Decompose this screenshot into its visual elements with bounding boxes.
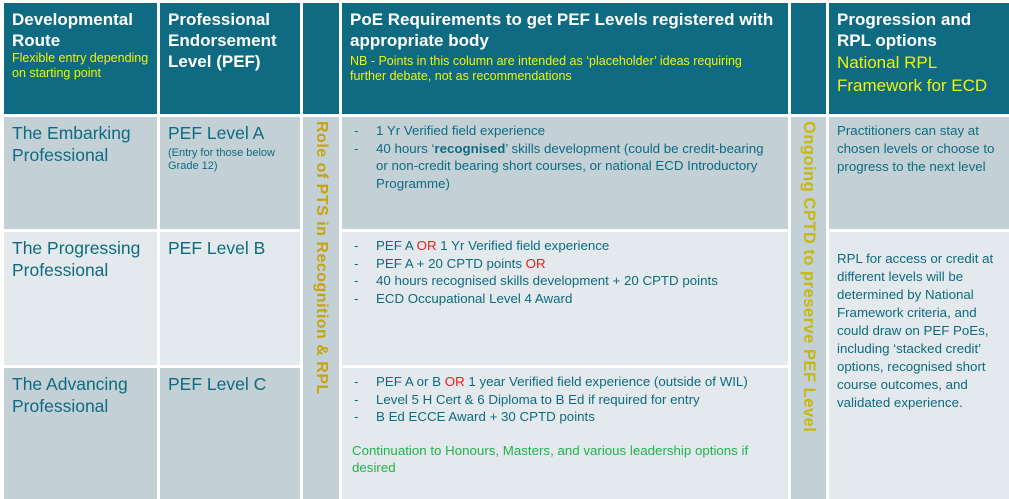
- req-c-item-1: [352, 373, 778, 391]
- pef-level-c-cell: [160, 368, 300, 499]
- header-poe-title: PoE Requirements to get PEF Levels registered with appropriate body: [350, 10, 774, 50]
- route-progressing: The Progressing Professional: [4, 232, 157, 365]
- header-prog-subtitle: National RPL Framework for ECD: [837, 53, 988, 95]
- cptd-column: [791, 117, 826, 499]
- req-a-item-2: [352, 140, 778, 193]
- req-a-item-1: - 1 Yr Verified field experience: [352, 122, 778, 140]
- route-embarking: The Embarking Professional: [4, 117, 157, 229]
- req-c-item-2: - Level 5 H Cert & 6 Diploma to B Ed if required for entry: [352, 391, 778, 409]
- requirements-level-a: [342, 117, 788, 229]
- or-keyword: OR: [444, 374, 465, 389]
- header-prog-title: Progression and RPL options: [837, 10, 972, 50]
- req-b-item-4: - ECD Occupational Level 4 Award: [352, 290, 778, 308]
- progression-rpl: RPL for access or credit at different levels will be determined by National Framework criteria, and could draw on PEF PoEs, including ‘stacked credit’ options, recognised short course outcomes, and validated experience.: [829, 232, 1009, 499]
- req-b-item-1-part-1: PEF A: [376, 238, 417, 253]
- req-b-item-1-part-2: 1 Yr Verified field experience: [436, 238, 610, 253]
- pef-level-a-cell: [160, 117, 300, 229]
- progression-stay-or-progress: Practitioners can stay at chosen levels or choose to progress to the next level: [829, 117, 1009, 229]
- header-pef-title: Professional Endorsement Level (PEF): [168, 10, 277, 71]
- header-pef-level: [160, 3, 300, 114]
- pts-role-column: [303, 117, 339, 499]
- header-developmental-route: [4, 3, 157, 114]
- req-b-item-2: [352, 255, 778, 273]
- req-a-item-2-bold: recognised: [434, 140, 506, 156]
- pef-level-c: PEF Level C: [168, 374, 267, 394]
- req-b-item-3: - 40 hours recognised skills development + 20 CPTD points: [352, 272, 778, 290]
- req-c-item-3: - B Ed ECCE Award + 30 CPTD points: [352, 408, 778, 426]
- header-route-subtitle: Flexible entry depending on starting point: [12, 51, 149, 80]
- cptd-label: Ongoing CPTD to preserve PEF Level: [800, 121, 818, 433]
- pef-level-b: PEF Level B: [168, 238, 266, 258]
- req-b-item-1: [352, 237, 778, 255]
- pts-role-label: Role of PTS in Recognition & RPL: [313, 121, 330, 395]
- route-advancing: The Advancing Professional: [4, 368, 157, 499]
- req-b-item-2-part-1: PEF A + 20 CPTD points: [376, 255, 526, 271]
- pef-level-b-cell: [160, 232, 300, 365]
- req-c-item-1-part-1: PEF A or B: [376, 374, 445, 389]
- pef-level-a-note: (Entry for those below Grade 12): [168, 147, 275, 172]
- header-blank-left: [303, 3, 339, 114]
- header-poe-note: NB - Points in this column are intended as ‘placeholder’ ideas requiring further debate, not as recommendations: [350, 54, 742, 83]
- req-a-item-2-part-1: 40 hours ‘: [376, 140, 435, 156]
- or-keyword: OR: [525, 255, 546, 271]
- header-route-title: Developmental Route: [12, 10, 133, 50]
- continuation-note: Continuation to Honours, Masters, and various leadership options if desired: [352, 442, 749, 475]
- requirements-level-b: [342, 232, 788, 365]
- header-progression: [829, 3, 1009, 114]
- header-poe-requirements: [342, 3, 788, 114]
- header-blank-right: [791, 3, 826, 114]
- req-c-item-1-part-2: 1 year Verified field experience (outside of WIL): [464, 374, 748, 389]
- or-keyword: OR: [416, 238, 437, 253]
- pef-level-a: PEF Level A: [168, 123, 265, 143]
- requirements-level-c: [342, 368, 788, 499]
- req-a-item-2-part-3: ’ skills development (could be credit-bearing or non-credit bearing short courses, or national ECD Introductory Programme): [376, 140, 764, 191]
